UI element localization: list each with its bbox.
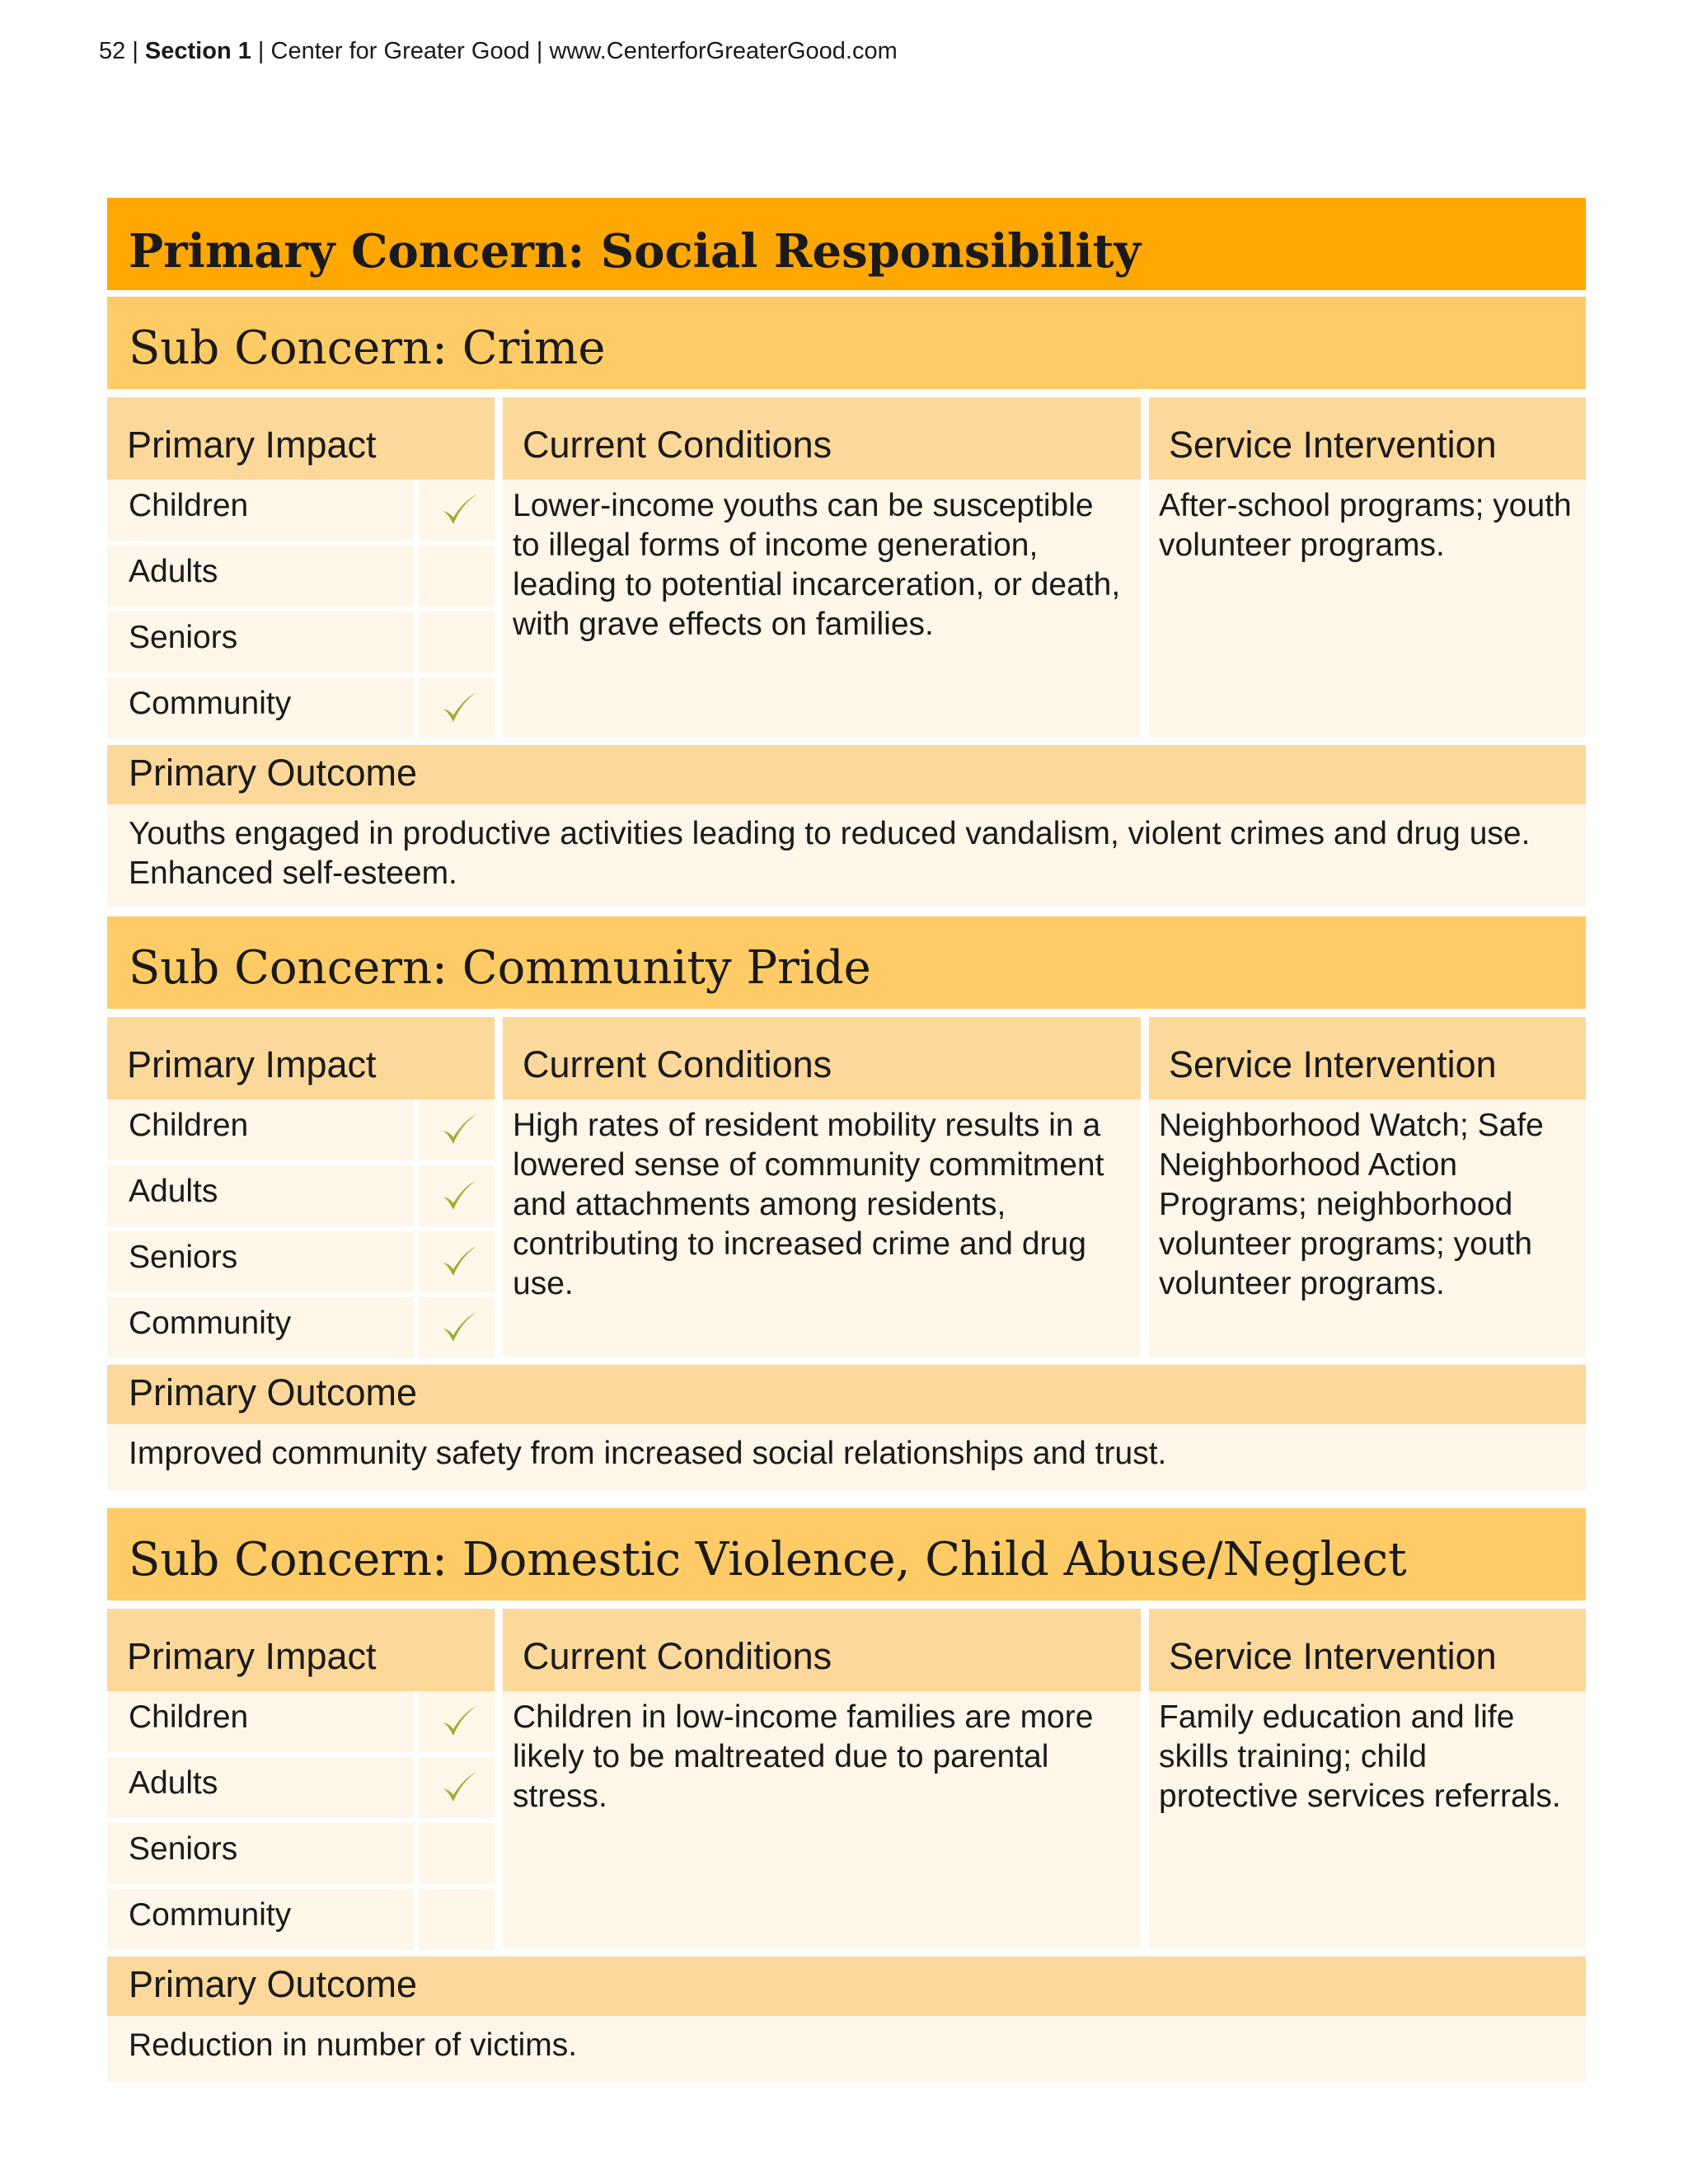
- checkmark-icon: [440, 1111, 478, 1149]
- impact-check-cell: [419, 1165, 495, 1226]
- impact-community: Community: [107, 1889, 414, 1950]
- impact-seniors: Seniors: [107, 1231, 414, 1292]
- impact-children: Children: [107, 1691, 414, 1752]
- sub-concern-title: Sub Concern: Domestic Violence, Child Abuse/Neglect: [107, 1508, 1586, 1601]
- current-conditions-header: Current Conditions: [503, 1017, 1141, 1099]
- service-intervention-header: Service Intervention: [1149, 1609, 1586, 1691]
- page-header: 52 | Section 1 | Center for Greater Good | www.CenterforGreaterGood.com: [99, 38, 898, 64]
- impact-check-cell: [419, 612, 495, 673]
- sub-concern-title: Sub Concern: Community Pride: [107, 916, 1586, 1009]
- impact-community: Community: [107, 677, 414, 738]
- primary-outcome-text: Reduction in number of victims.: [107, 2016, 1586, 2082]
- service-intervention-text: Neighborhood Watch; Safe Neighborhood Action Programs; neighborhood volunteer programs; youth volunteer programs.: [1149, 1099, 1586, 1357]
- impact-check-cell: [419, 677, 495, 738]
- impact-check-cell: [419, 1757, 495, 1818]
- primary-outcome-header: Primary Outcome: [107, 1365, 1586, 1424]
- impact-adults: Adults: [107, 1757, 414, 1818]
- primary-outcome-header: Primary Outcome: [107, 745, 1586, 804]
- impact-community: Community: [107, 1297, 414, 1358]
- primary-concern-title: Primary Concern: Social Responsibility: [107, 198, 1586, 290]
- impact-check-cell: [419, 1889, 495, 1950]
- primary-outcome-text: Improved community safety from increased social relationships and trust.: [107, 1424, 1586, 1490]
- primary-impact-header: Primary Impact: [107, 1609, 495, 1691]
- sub-concern-title: Sub Concern: Crime: [107, 297, 1586, 389]
- checkmark-icon: [440, 1703, 478, 1741]
- impact-check-cell: [419, 1823, 495, 1884]
- impact-check-cell: [419, 1231, 495, 1292]
- impact-children: Children: [107, 1099, 414, 1160]
- checkmark-icon: [440, 1309, 478, 1347]
- checkmark-icon: [440, 1177, 478, 1215]
- impact-check-cell: [419, 480, 495, 541]
- impact-seniors: Seniors: [107, 612, 414, 673]
- impact-check-cell: [419, 546, 495, 607]
- checkmark-icon: [440, 689, 478, 727]
- current-conditions-text: Children in low-income families are more likely to be maltreated due to parental stress.: [503, 1691, 1141, 1948]
- impact-seniors: Seniors: [107, 1823, 414, 1884]
- current-conditions-header: Current Conditions: [503, 397, 1141, 480]
- current-conditions-text: Lower-income youths can be susceptible to illegal forms of income generation, leading to potential incarceration, or death, with grave effects on families.: [503, 480, 1141, 737]
- impact-adults: Adults: [107, 546, 414, 607]
- service-intervention-text: Family education and life skills training; child protective services referrals.: [1149, 1691, 1586, 1948]
- checkmark-icon: [440, 1243, 478, 1281]
- primary-outcome-text: Youths engaged in productive activities leading to reduced vandalism, violent crimes and drug use. Enhanced self-esteem.: [107, 804, 1586, 907]
- service-intervention-header: Service Intervention: [1149, 1017, 1586, 1099]
- impact-check-cell: [419, 1691, 495, 1752]
- org-url: www.CenterforGreaterGood.com: [549, 38, 898, 64]
- impact-check-cell: [419, 1297, 495, 1358]
- service-intervention-text: After-school programs; youth volunteer programs.: [1149, 480, 1586, 737]
- primary-outcome-header: Primary Outcome: [107, 1957, 1586, 2016]
- org-name: Center for Greater Good: [270, 38, 530, 64]
- checkmark-icon: [440, 1769, 478, 1807]
- primary-impact-header: Primary Impact: [107, 1017, 495, 1099]
- page-number: 52: [99, 38, 126, 64]
- impact-check-cell: [419, 1099, 495, 1160]
- impact-adults: Adults: [107, 1165, 414, 1226]
- primary-impact-header: Primary Impact: [107, 397, 495, 480]
- current-conditions-header: Current Conditions: [503, 1609, 1141, 1691]
- checkmark-icon: [440, 491, 478, 529]
- impact-children: Children: [107, 480, 414, 541]
- current-conditions-text: High rates of resident mobility results in a lowered sense of community commitment and attachments among residents, contributing to increased crime and drug use.: [503, 1099, 1141, 1357]
- service-intervention-header: Service Intervention: [1149, 397, 1586, 480]
- section-label: Section 1: [144, 38, 251, 64]
